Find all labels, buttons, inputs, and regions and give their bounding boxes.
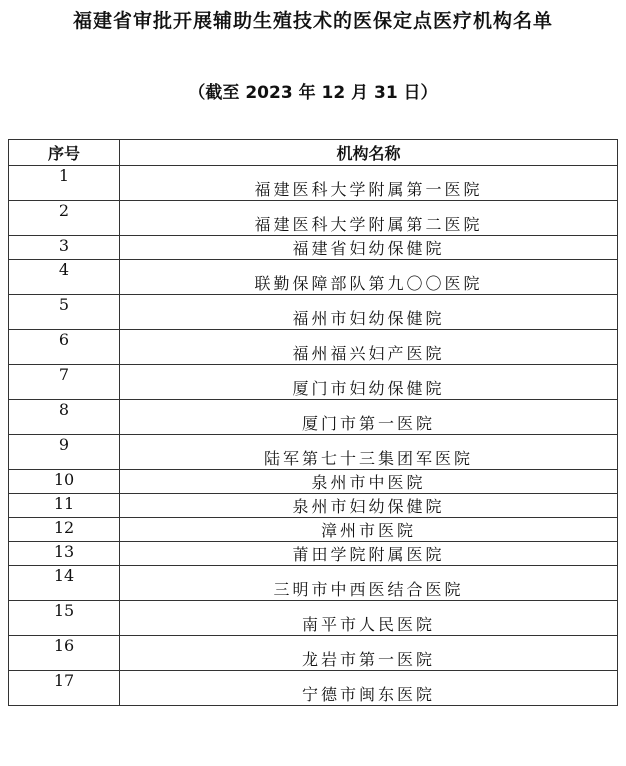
row-institution-name: 陆军第七十三集团军医院 [120, 435, 618, 470]
row-institution-name: 福州市妇幼保健院 [120, 295, 618, 330]
row-institution-name: 泉州市中医院 [120, 470, 618, 494]
table-row [9, 201, 618, 236]
table-row [9, 400, 618, 435]
row-institution-name: 福州福兴妇产医院 [120, 330, 618, 365]
table-row [9, 671, 618, 706]
table-row [9, 295, 618, 330]
row-institution-name: 厦门市妇幼保健院 [120, 365, 618, 400]
table-row [9, 236, 618, 260]
table-row [9, 330, 618, 365]
row-index: 13 [9, 542, 120, 566]
table-row [9, 166, 618, 201]
row-institution-name: 福建医科大学附属第一医院 [120, 166, 618, 201]
table-row [9, 494, 618, 518]
row-institution-name: 三明市中西医结合医院 [120, 566, 618, 601]
row-index: 2 [9, 201, 120, 236]
row-index: 15 [9, 601, 120, 636]
table-row [9, 435, 618, 470]
row-institution-name: 漳州市医院 [120, 518, 618, 542]
row-institution-name: 泉州市妇幼保健院 [120, 494, 618, 518]
row-institution-name: 厦门市第一医院 [120, 400, 618, 435]
table-row [9, 470, 618, 494]
header-index: 序号 [9, 140, 120, 166]
row-institution-name: 联勤保障部队第九〇〇医院 [120, 260, 618, 295]
row-index: 6 [9, 330, 120, 365]
table-header-row [9, 140, 618, 166]
row-index: 16 [9, 636, 120, 671]
row-index: 8 [9, 400, 120, 435]
table-row [9, 636, 618, 671]
header-name: 机构名称 [120, 140, 618, 166]
row-index: 9 [9, 435, 120, 470]
table-row [9, 518, 618, 542]
row-index: 10 [9, 470, 120, 494]
row-index: 1 [9, 166, 120, 201]
row-index: 11 [9, 494, 120, 518]
table-row [9, 566, 618, 601]
row-index: 17 [9, 671, 120, 706]
institution-table [8, 139, 618, 706]
table-row [9, 260, 618, 295]
document-subtitle: （截至 2023 年 12 月 31 日） [188, 83, 438, 103]
row-index: 3 [9, 236, 120, 260]
row-institution-name: 宁德市闽东医院 [120, 671, 618, 706]
table-row [9, 601, 618, 636]
table-row [9, 542, 618, 566]
row-index: 14 [9, 566, 120, 601]
row-index: 7 [9, 365, 120, 400]
row-institution-name: 南平市人民医院 [120, 601, 618, 636]
row-index: 5 [9, 295, 120, 330]
document-title: 福建省审批开展辅助生殖技术的医保定点医疗机构名单 [72, 10, 553, 32]
row-institution-name: 福建医科大学附属第二医院 [120, 201, 618, 236]
row-institution-name: 莆田学院附属医院 [120, 542, 618, 566]
table-row [9, 365, 618, 400]
row-institution-name: 龙岩市第一医院 [120, 636, 618, 671]
row-institution-name: 福建省妇幼保健院 [120, 236, 618, 260]
row-index: 12 [9, 518, 120, 542]
row-index: 4 [9, 260, 120, 295]
